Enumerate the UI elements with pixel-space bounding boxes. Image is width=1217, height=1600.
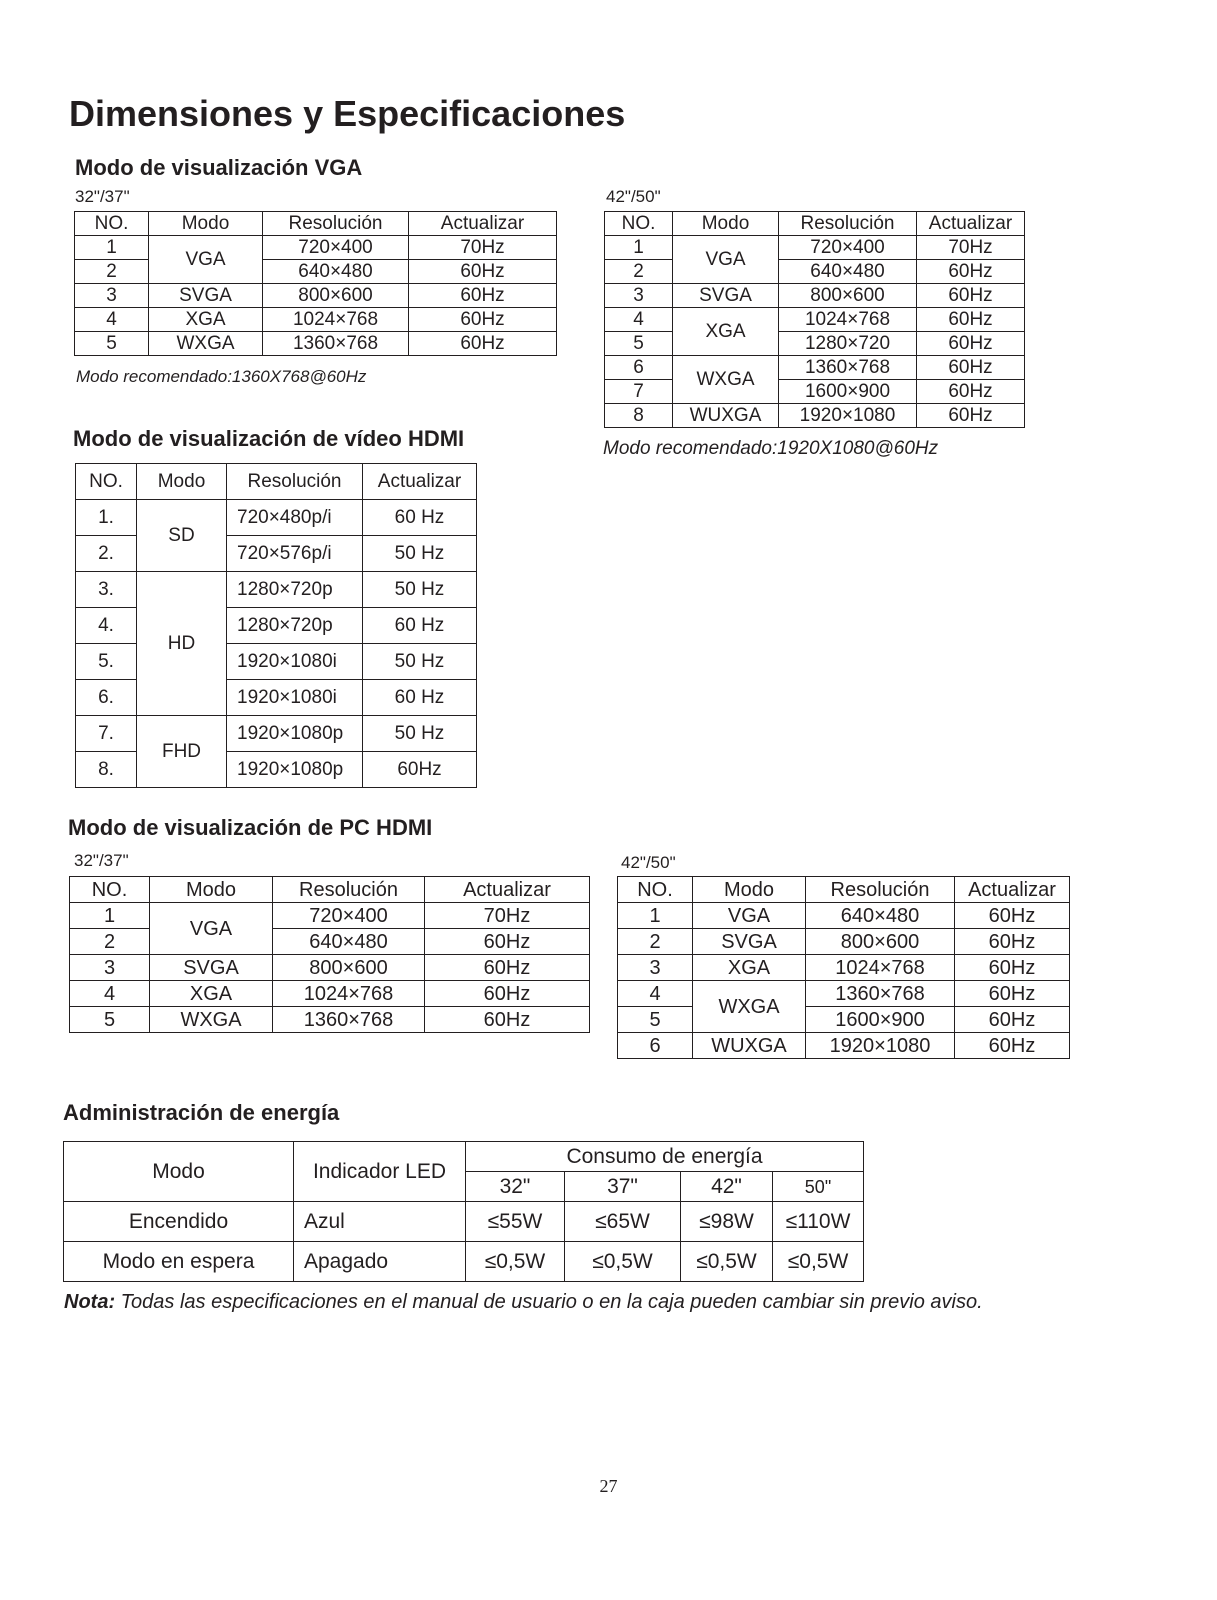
cell-resolution: 640×480 [779,260,917,284]
cell-refresh: 60Hz [917,332,1025,356]
header-refresh: Actualizar [955,877,1070,903]
footnote-text: Todas las especificaciones en el manual de usuario o en la caja pueden cambiar sin previo aviso. [115,1291,983,1313]
cell-no: 2 [605,260,673,284]
cell-refresh: 60Hz [955,981,1070,1007]
cell-resolution: 1280×720p [227,608,363,644]
cell-power: ≤0,5W [565,1242,681,1282]
cell-no: 8 [605,404,673,428]
cell-refresh: 60Hz [917,308,1025,332]
cell-mode: XGA [693,955,806,981]
cell-refresh: 60Hz [955,903,1070,929]
cell-resolution: 640×480 [263,260,409,284]
cell-resolution: 720×400 [263,236,409,260]
table-row [76,608,477,644]
pc-hdmi-heading: Modo de visualización de PC HDMI [68,815,433,840]
table-row [605,380,1025,404]
header-led: Indicador LED [294,1142,466,1202]
cell-mode: XGA [150,981,273,1007]
cell-resolution: 1360×768 [273,1007,425,1033]
vga-left-recommended: Modo recomendado:1360X768@60Hz [76,367,367,386]
cell-resolution: 640×480 [806,903,955,929]
cell-refresh: 60Hz [917,404,1025,428]
cell-no: 5. [76,644,137,680]
cell-resolution: 720×480p/i [227,500,363,536]
cell-resolution: 1024×768 [779,308,917,332]
header-refresh: Actualizar [363,464,477,500]
table-row [76,752,477,788]
table-row [70,981,590,1007]
header-resolution: Resolución [806,877,955,903]
cell-mode: VGA [150,903,273,955]
hdmi-video-table [75,463,477,788]
table-header-row [76,464,477,500]
cell-no: 5 [75,332,149,356]
cell-resolution: 1600×900 [806,1007,955,1033]
cell-no: 5 [605,332,673,356]
pc-hdmi-right-table [617,876,1070,1059]
header-size: 42" [681,1172,773,1202]
cell-resolution: 1360×768 [263,332,409,356]
cell-mode: Modo en espera [64,1242,294,1282]
table-header-row [618,877,1070,903]
header-mode: Modo [693,877,806,903]
table-row [75,332,557,356]
header-size: 32" [466,1172,565,1202]
table-header-row [64,1142,864,1172]
table-header-row [75,212,557,236]
cell-no: 3 [70,955,150,981]
cell-resolution: 800×600 [273,955,425,981]
cell-refresh: 60Hz [425,955,590,981]
table-row [70,1007,590,1033]
cell-resolution: 1024×768 [806,955,955,981]
cell-no: 6. [76,680,137,716]
cell-power: ≤0,5W [681,1242,773,1282]
header-refresh: Actualizar [425,877,590,903]
cell-mode: WXGA [673,356,779,404]
cell-refresh: 60Hz [955,929,1070,955]
cell-no: 2. [76,536,137,572]
page-title: Dimensiones y Especificaciones [69,93,626,134]
table-row [605,356,1025,380]
table-row [605,308,1025,332]
cell-resolution: 1920×1080 [779,404,917,428]
cell-resolution: 1920×1080p [227,716,363,752]
cell-mode: SVGA [673,284,779,308]
cell-no: 3. [76,572,137,608]
cell-resolution: 720×400 [273,903,425,929]
cell-refresh: 60Hz [917,284,1025,308]
cell-mode: WXGA [693,981,806,1033]
cell-refresh: 60Hz [917,356,1025,380]
cell-no: 1 [75,236,149,260]
table-row [70,929,590,955]
cell-no: 4 [618,981,693,1007]
header-resolution: Resolución [227,464,363,500]
table-row [605,236,1025,260]
cell-refresh: 60 Hz [363,680,477,716]
cell-no: 3 [75,284,149,308]
cell-mode: SVGA [150,955,273,981]
cell-resolution: 1600×900 [779,380,917,404]
header-resolution: Resolución [273,877,425,903]
cell-refresh: 60Hz [917,380,1025,404]
cell-mode: SVGA [693,929,806,955]
cell-refresh: 60Hz [409,332,557,356]
cell-no: 2 [75,260,149,284]
cell-led: Azul [294,1202,466,1242]
footnote [64,1290,983,1314]
pc-hdmi-left-table [69,876,590,1033]
table-row [76,680,477,716]
table-row [76,716,477,752]
cell-refresh: 60Hz [955,955,1070,981]
cell-resolution: 1280×720p [227,572,363,608]
table-row [605,404,1025,428]
cell-resolution: 720×576p/i [227,536,363,572]
header-no: NO. [75,212,149,236]
table-row [618,955,1070,981]
cell-refresh: 60Hz [409,284,557,308]
header-mode: Modo [64,1142,294,1202]
cell-no: 4 [605,308,673,332]
power-table [63,1141,864,1282]
header-mode: Modo [149,212,263,236]
cell-refresh: 50 Hz [363,536,477,572]
table-row [618,1007,1070,1033]
cell-mode: XGA [149,308,263,332]
cell-refresh: 60Hz [917,260,1025,284]
table-row [75,260,557,284]
cell-refresh: 50 Hz [363,644,477,680]
cell-power: ≤110W [773,1202,864,1242]
cell-resolution: 1280×720 [779,332,917,356]
cell-no: 5 [618,1007,693,1033]
cell-resolution: 1920×1080i [227,680,363,716]
cell-mode: WUXGA [693,1033,806,1059]
cell-mode: VGA [673,236,779,284]
cell-refresh: 60Hz [425,1007,590,1033]
cell-power: ≤55W [466,1202,565,1242]
table-row [76,644,477,680]
cell-refresh: 60Hz [425,929,590,955]
hdmi-video-heading: Modo de visualización de vídeo HDMI [73,426,465,451]
cell-resolution: 1360×768 [806,981,955,1007]
table-row [605,332,1025,356]
cell-refresh: 60Hz [955,1033,1070,1059]
cell-no: 8. [76,752,137,788]
header-size: 37" [565,1172,681,1202]
table-row [76,572,477,608]
cell-no: 7. [76,716,137,752]
cell-resolution: 1920×1080 [806,1033,955,1059]
pc-hdmi-right-size-label: 42"/50" [621,853,676,872]
cell-no: 4 [75,308,149,332]
page-number: 27 [599,1476,618,1496]
header-mode: Modo [673,212,779,236]
vga-right-table [604,211,1025,428]
vga-heading: Modo de visualización VGA [75,155,363,180]
cell-no: 5 [70,1007,150,1033]
cell-refresh: 60 Hz [363,608,477,644]
cell-no: 3 [618,955,693,981]
cell-refresh: 70Hz [917,236,1025,260]
table-row [64,1242,864,1282]
header-no: NO. [76,464,137,500]
vga-left-size-label: 32"/37" [75,187,130,206]
cell-power: ≤0,5W [466,1242,565,1282]
header-refresh: Actualizar [409,212,557,236]
cell-mode: HD [137,572,227,716]
cell-refresh: 60Hz [425,981,590,1007]
cell-mode: FHD [137,716,227,788]
cell-power: ≤65W [565,1202,681,1242]
header-no: NO. [70,877,150,903]
cell-mode: SVGA [149,284,263,308]
cell-mode: VGA [693,903,806,929]
cell-refresh: 70Hz [409,236,557,260]
header-no: NO. [605,212,673,236]
header-mode: Modo [137,464,227,500]
table-row [618,903,1070,929]
cell-resolution: 800×600 [806,929,955,955]
cell-no: 1 [618,903,693,929]
table-row [75,308,557,332]
cell-mode: SD [137,500,227,572]
cell-no: 4. [76,608,137,644]
table-row [70,955,590,981]
header-refresh: Actualizar [917,212,1025,236]
table-header-row [70,877,590,903]
cell-resolution: 1024×768 [273,981,425,1007]
cell-resolution: 1360×768 [779,356,917,380]
cell-refresh: 60Hz [955,1007,1070,1033]
table-row [605,284,1025,308]
cell-mode: WXGA [150,1007,273,1033]
cell-no: 1. [76,500,137,536]
cell-resolution: 1024×768 [263,308,409,332]
vga-right-recommended: Modo recomendado:1920X1080@60Hz [603,438,939,459]
table-row [618,1033,1070,1059]
cell-no: 1 [605,236,673,260]
vga-right-size-label: 42"/50" [606,187,661,206]
header-mode: Modo [150,877,273,903]
cell-refresh: 60Hz [363,752,477,788]
cell-refresh: 60Hz [409,308,557,332]
table-row [76,500,477,536]
cell-mode: VGA [149,236,263,284]
cell-resolution: 800×600 [263,284,409,308]
cell-no: 6 [605,356,673,380]
pc-hdmi-left-size-label: 32"/37" [74,851,129,870]
table-header-row [605,212,1025,236]
cell-refresh: 70Hz [425,903,590,929]
cell-refresh: 60Hz [409,260,557,284]
vga-left-table [74,211,557,356]
cell-resolution: 720×400 [779,236,917,260]
cell-refresh: 60 Hz [363,500,477,536]
cell-refresh: 50 Hz [363,572,477,608]
power-heading: Administración de energía [63,1100,340,1125]
cell-resolution: 1920×1080p [227,752,363,788]
footnote-label: Nota: [64,1291,116,1313]
table-row [618,981,1070,1007]
cell-mode: Encendido [64,1202,294,1242]
table-row [605,260,1025,284]
cell-no: 3 [605,284,673,308]
table-row [64,1202,864,1242]
header-size: 50" [773,1172,864,1202]
header-consumption: Consumo de energía [466,1142,864,1172]
cell-no: 1 [70,903,150,929]
cell-mode: XGA [673,308,779,356]
header-no: NO. [618,877,693,903]
table-row [76,536,477,572]
table-row [75,284,557,308]
cell-no: 7 [605,380,673,404]
cell-no: 4 [70,981,150,1007]
cell-no: 6 [618,1033,693,1059]
cell-resolution: 640×480 [273,929,425,955]
cell-resolution: 800×600 [779,284,917,308]
header-resolution: Resolución [263,212,409,236]
cell-resolution: 1920×1080i [227,644,363,680]
table-row [618,929,1070,955]
header-resolution: Resolución [779,212,917,236]
table-row [75,236,557,260]
cell-power: ≤98W [681,1202,773,1242]
cell-mode: WXGA [149,332,263,356]
cell-refresh: 50 Hz [363,716,477,752]
cell-mode: WUXGA [673,404,779,428]
table-row [70,903,590,929]
cell-no: 2 [618,929,693,955]
cell-led: Apagado [294,1242,466,1282]
cell-power: ≤0,5W [773,1242,864,1282]
cell-no: 2 [70,929,150,955]
